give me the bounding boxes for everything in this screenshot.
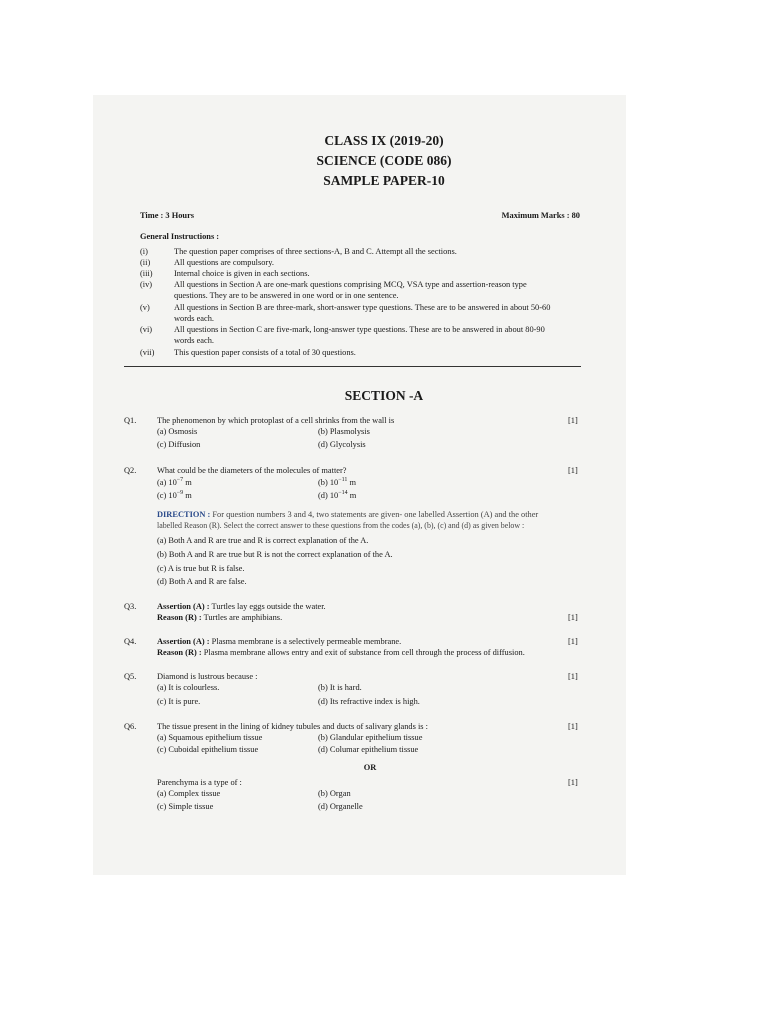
assertion-line: Assertion (A) : Turtles lay eggs outside the water. [157,602,326,611]
option-d: (d) $10^{-14}$ m [318,490,357,500]
question-number: Q6. [124,722,137,731]
option-d: (d) Columar epithelium tissue [318,745,419,754]
paper-title-subject: SCIENCE (CODE 086) [316,153,452,168]
option-d: (d) Glycolysis [318,440,366,449]
instruction-number: (ii) [140,258,151,267]
instruction-number: (i) [140,247,148,256]
option-b: (b) Organ [318,789,351,798]
question-marks: [1] [568,672,578,681]
instruction-text: questions. They are to be answered in one word or in one sentence. [174,291,399,300]
direction-option: (d) Both A and R are false. [157,577,247,586]
question-number: Q5. [124,672,137,681]
question-marks: [1] [568,613,578,622]
instruction-number: (iv) [140,280,153,289]
question-marks: [1] [568,637,578,646]
max-marks-label: Maximum Marks : 80 [501,211,580,220]
direction-label: DIRECTION : [157,510,211,519]
instruction-number: (vii) [140,348,155,357]
question-marks: [1] [568,466,578,475]
instruction-text: All questions in Section A are one-mark questions comprising MCQ, VSA type and assertion-reason type [174,280,527,289]
option-b: (b) It is hard. [318,683,362,692]
instruction-number: (vi) [140,325,153,334]
instruction-text: This question paper consists of a total of 30 questions. [174,348,356,357]
question-number: Q1. [124,416,137,425]
question-text: Parenchyma is a type of : [157,778,242,787]
option-b: (b) $10^{-11}$ m [318,477,357,487]
option-a: (a) Osmosis [157,427,198,436]
option-d: (d) Organelle [318,802,363,811]
option-c: (c) $10^{-9}$ m [157,490,192,500]
direction-option: (b) Both A and R are true but R is not the correct explanation of the A. [157,550,393,559]
direction-line: DIRECTION : For question numbers 3 and 4, two statements are given- one labelled Assertion (A) and the other [157,510,539,519]
direction-option: (a) Both A and R are true and R is correct explanation of the A. [157,536,369,545]
option-a: (a) It is colourless. [157,683,220,692]
question-marks: [1] [568,778,578,787]
or-separator: OR [363,763,377,772]
option-d: (d) Its refractive index is high. [318,697,420,706]
option-a: (a) Squamous epithelium tissue [157,733,263,742]
reason-line: Reason (R) : Turtles are amphibians. [157,613,283,622]
instruction-text: All questions are compulsory. [174,258,274,267]
option-c: (c) Cuboidal epithelium tissue [157,745,259,754]
reason-line: Reason (R) : Plasma membrane allows entry and exit of substance from cell through the process of diffusion. [157,648,525,657]
instruction-number: (iii) [140,269,153,278]
option-b: (b) Glandular epithelium tissue [318,733,423,742]
option-c: (c) Diffusion [157,440,201,449]
question-text: Diamond is lustrous because : [157,672,258,681]
question-text: The phenomenon by which protoplast of a cell shrinks from the wall is [157,416,395,425]
option-c: (c) Simple tissue [157,802,214,811]
instructions-heading: General Instructions : [140,232,220,241]
option-c: (c) It is pure. [157,697,201,706]
paper-title-class: CLASS IX (2019-20) [324,133,444,148]
instruction-number: (v) [140,303,150,312]
question-marks: [1] [568,722,578,731]
section-a-heading: SECTION -A [344,388,424,403]
section-divider [124,366,581,367]
instruction-text: words each. [174,314,214,323]
assertion-line: Assertion (A) : Plasma membrane is a selectively permeable membrane. [157,637,402,646]
option-a: (a) Complex tissue [157,789,221,798]
question-text: What could be the diameters of the molecules of matter? [157,466,347,475]
question-marks: [1] [568,416,578,425]
instruction-text: All questions in Section C are five-mark, long-answer type questions. These are to be answered in about 80-90 [174,325,545,334]
direction-option: (c) A is true but R is false. [157,564,245,573]
paper-title-sample: SAMPLE PAPER-10 [323,173,445,188]
question-text: The tissue present in the lining of kidney tubules and ducts of salivary glands is : [157,722,428,731]
instruction-text: words each. [174,336,214,345]
question-number: Q4. [124,637,137,646]
direction-line: labelled Reason (R). Select the correct answer to these questions from the codes (a), (b), (c) and (d) as given below : [157,521,525,530]
option-a: (a) $10^{-7}$ m [157,477,192,487]
instruction-text: The question paper comprises of three sections-A, B and C. Attempt all the sections. [174,247,457,256]
time-label: Time : 3 Hours [140,211,195,220]
question-number: Q3. [124,602,137,611]
question-number: Q2. [124,466,137,475]
option-b: (b) Plasmolysis [318,427,370,436]
instruction-text: All questions in Section B are three-mark, short-answer type questions. These are to be answered in about 50-60 [174,303,551,312]
instruction-text: Internal choice is given in each sections. [174,269,310,278]
